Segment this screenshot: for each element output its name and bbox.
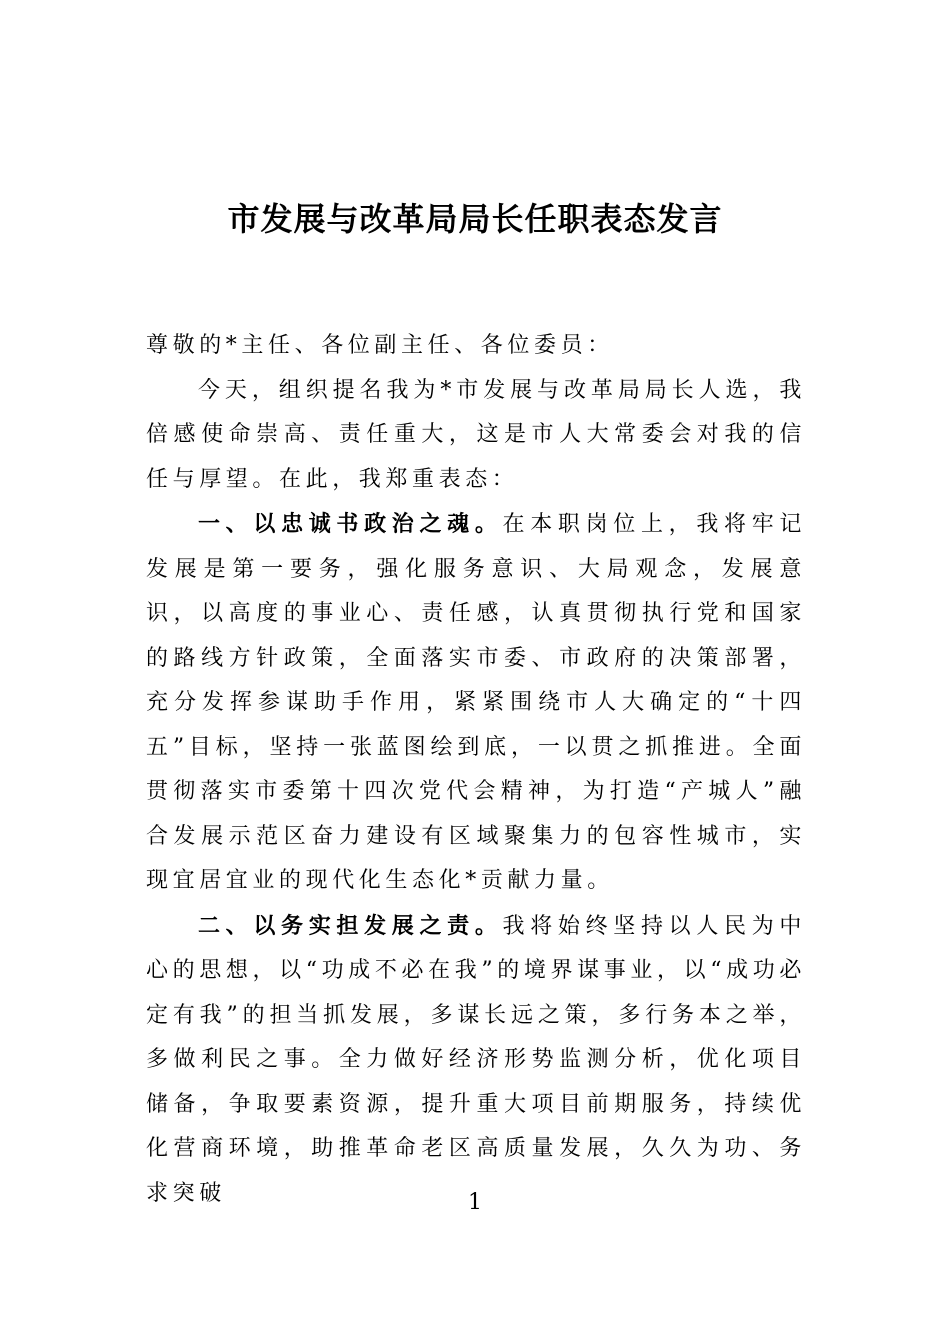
- section-2-text: 我将始终坚持以人民为中心的思想，以“功成不必在我”的境界谋事业，以“成功必定有我”的担当抓发展，多谋长远之策，多行务本之举，多做利民之事。全力做好经济形势监测分析，优化项目储备，争取要素资源，提升重大项目前期服务，持续优化营商环境，助推革命老区高质量发展，久久为功、务求突破: [146, 913, 806, 1206]
- salutation: 尊敬的*主任、各位副主任、各位委员：: [146, 333, 614, 358]
- intro-paragraph: 今天，组织提名我为*市发展与改革局局长人选，我倍感使命崇高、责任重大，这是市人大常委会对我的信任与厚望。在此，我郑重表态：: [146, 377, 806, 492]
- section-2-heading: 二、以务实担发展之责。: [198, 912, 503, 939]
- section-2-paragraph: [146, 904, 806, 1217]
- document-body: [146, 324, 806, 1216]
- document-title: 市发展与改革局局长任职表态发言: [227, 200, 723, 238]
- section-1-text: 在本职岗位上，我将牢记发展是第一要务，强化服务意识、大局观念，发展意识，以高度的事业心、责任感，认真贯彻执行党和国家的路线方针政策，全面落实市委、市政府的决策部署，充分发挥参谋助手作用，紧紧围绕市人大确定的“十四五”目标，坚持一张蓝图绘到底，一以贯之抓推进。全面贯彻落实市委第十四次党代会精神，为打造“产城人”融合发展示范区奋力建设有区域聚集力的包容性城市，实现宜居宜业的现代化生态化*贡献力量。: [146, 512, 806, 893]
- section-1-paragraph: [146, 502, 806, 904]
- page-number: 1: [468, 1190, 482, 1215]
- section-1-heading: 一、以忠诚书政治之魂。: [198, 511, 503, 537]
